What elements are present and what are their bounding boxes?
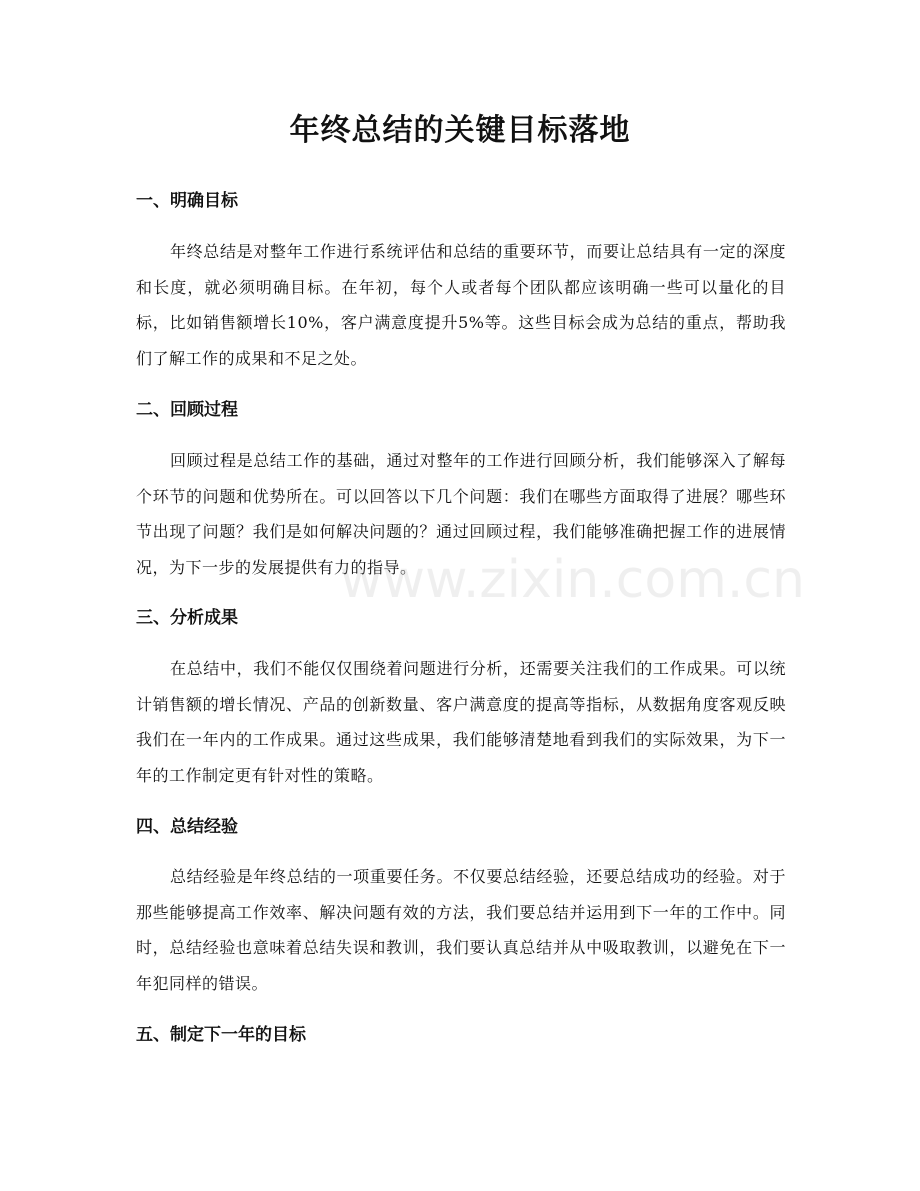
section-heading-1: 一、明确目标 bbox=[136, 191, 238, 211]
section-heading-5: 五、制定下一年的目标 bbox=[136, 1025, 306, 1045]
section-heading-4: 四、总结经验 bbox=[136, 817, 238, 837]
section-paragraph-1: 年终总结是对整年工作进行系统评估和总结的重要环节，而要让总结具有一定的深度和长度，就必须明确目标。在年初，每个人或者每个团队都应该明确一些可以量化的目标，比如销售额增长10%，客户满意度提升5%等。这些目标会成为总结的重点，帮助我们了解工作的成果和不足之处。 bbox=[136, 242, 786, 368]
watermark: www.zixin.com.cn bbox=[340, 550, 805, 610]
section-heading-2: 二、回顾过程 bbox=[136, 400, 238, 420]
section-paragraph-4: 总结经验是年终总结的一项重要任务。不仅要总结经验，还要总结成功的经验。对于那些能够提高工作效率、解决问题有效的方法，我们要总结并运用到下一年的工作中。同时，总结经验也意味着总结失误和教训，我们要认真总结并从中吸取教训，以避免在下一年犯同样的错误。 bbox=[136, 867, 786, 993]
section-paragraph-3: 在总结中，我们不能仅仅围绕着问题进行分析，还需要关注我们的工作成果。可以统计销售额的增长情况、产品的创新数量、客户满意度的提高等指标，从数据角度客观反映我们在一年内的工作成果。通过这些成果，我们能够清楚地看到我们的实际效果，为下一年的工作制定更有针对性的策略。 bbox=[136, 659, 786, 785]
section-paragraph-2: 回顾过程是总结工作的基础，通过对整年的工作进行回顾分析，我们能够深入了解每个环节的问题和优势所在。可以回答以下几个问题：我们在哪些方面取得了进展？哪些环节出现了问题？我们是如何解决问题的？通过回顾过程，我们能够准确把握工作的进展情况，为下一步的发展提供有力的指导。 bbox=[136, 451, 786, 577]
document-title: 年终总结的关键目标落地 bbox=[289, 113, 631, 148]
section-heading-3: 三、分析成果 bbox=[136, 608, 238, 628]
